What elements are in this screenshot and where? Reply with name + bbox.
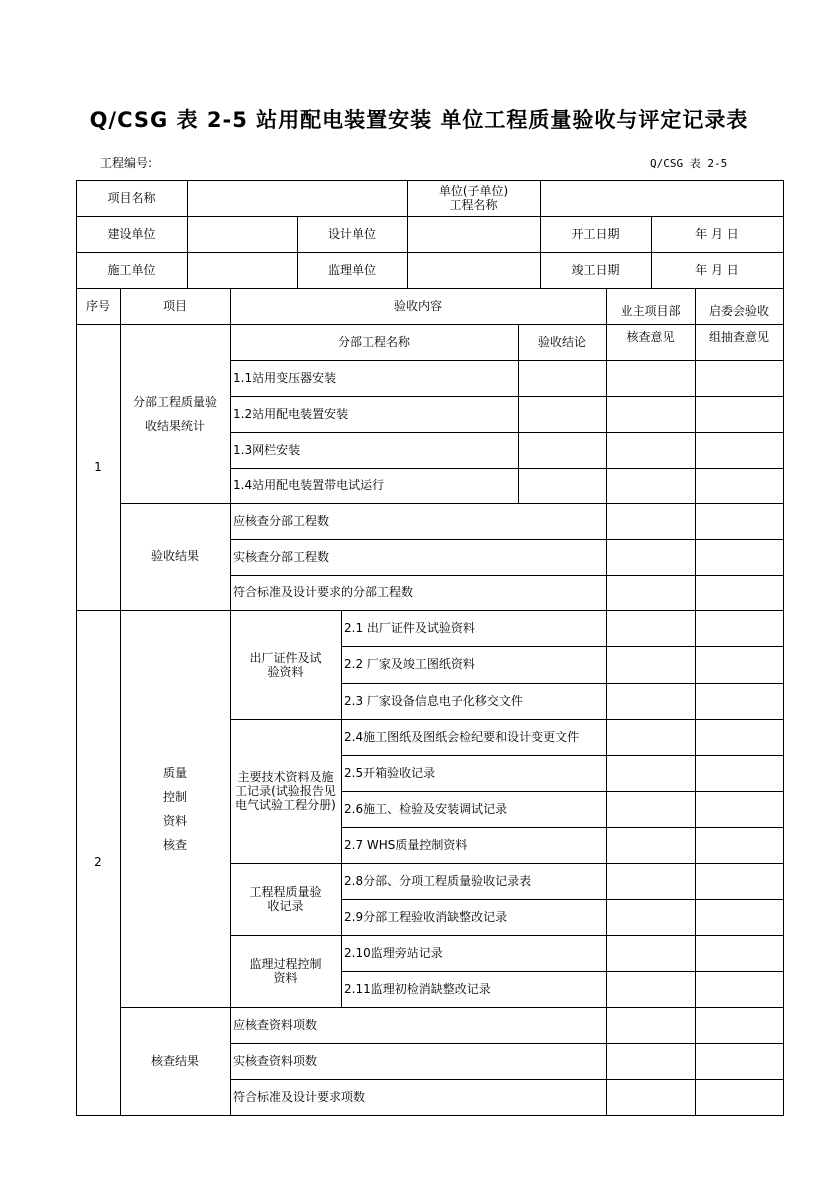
section1-item-row: 1.3网栏安装 [233,442,301,457]
section2-item-row: 2.1 出厂证件及试验资料 [344,620,475,635]
table-border [783,180,784,1116]
project-no-label: 工程编号: [100,156,153,170]
col-header-owner-line2: 核查意见 [626,330,675,344]
section2-item-row: 2.5开箱验收记录 [344,765,436,780]
section2-category-2: 主要技术资料及施工记录(试验报告见电气试验工程分册) [235,770,336,812]
section1-item-row: 1.1站用变压器安装 [233,370,337,385]
section2-committee-opinion[interactable] [695,971,783,1007]
section2-result-row: 符合标准及设计要求项数 [233,1089,366,1104]
section1-item-row: 1.2站用配电装置安装 [233,406,349,421]
section1-owner-opinion[interactable] [606,432,695,468]
section1-item-result[interactable] [518,468,606,503]
section1-group-label: 分部工程质量验收结果统计 [132,394,217,433]
section2-category-4: 监理过程控制资料 [249,957,322,985]
section2-item-row: 2.4施工图纸及图纸会检纪要和设计变更文件 [344,729,580,744]
section2-owner-opinion[interactable] [606,971,695,1007]
table-border [230,1115,784,1116]
field-unit-name[interactable] [540,180,783,216]
section2-owner-opinion[interactable] [606,791,695,827]
section2-group-label: 质量控制资料核查 [162,765,187,852]
section2-result-owner[interactable] [606,1043,695,1079]
section1-sub-header-result: 验收结论 [537,334,586,349]
section2-item-row: 2.11监理初检消缺整改记录 [344,981,491,996]
section2-category-3: 工程程质量验收记录 [249,885,322,913]
section2-result-label: 核查结果 [150,1053,199,1068]
section2-owner-opinion[interactable] [606,755,695,791]
section2-owner-opinion[interactable] [606,863,695,899]
field-construction-unit[interactable] [187,216,297,252]
form-code: Q/CSG 表 2-5 [650,157,728,170]
section1-result-row: 实核查分部工程数 [233,549,330,564]
section1-result-owner[interactable] [606,503,695,539]
section2-owner-opinion[interactable] [606,899,695,935]
section2-item-row: 2.7 WHS质量控制资料 [344,837,468,852]
section1-result-committee[interactable] [695,539,783,575]
section2-result-committee[interactable] [695,1007,783,1043]
section2-category-1: 出厂证件及试验资料 [249,650,322,679]
col-header-owner [606,288,695,360]
section1-result-owner[interactable] [606,575,695,610]
section1-item-result[interactable] [518,432,606,468]
col-header-content: 验收内容 [393,298,442,313]
field-project-name[interactable] [187,180,407,216]
col-header-owner-line1: 业主项目部 [620,304,681,318]
section1-owner-opinion[interactable] [606,360,695,396]
field-completion-date[interactable]: 年 月 日 [695,262,739,277]
section1-committee-opinion[interactable] [695,468,783,503]
section2-result-committee[interactable] [695,1043,783,1079]
page-title: Q/CSG 表 2-5 站用配电装置安装 单位工程质量验收与评定记录表 [89,108,749,132]
section1-item-row: 1.4站用配电装置带电试运行 [233,478,385,492]
section2-item-row: 2.6施工、检验及安装调试记录 [344,801,508,816]
section2-result-row: 应核查资料项数 [233,1017,318,1032]
section2-result-owner[interactable] [606,1079,695,1115]
section1-owner-opinion[interactable] [606,468,695,503]
label-design-unit: 设计单位 [327,226,376,241]
section2-committee-opinion[interactable] [695,719,783,755]
section2-item-row: 2.2 厂家及竣工图纸资料 [344,657,475,671]
section2-number: 2 [94,855,102,869]
label-start-date: 开工日期 [571,226,620,241]
section2-committee-opinion[interactable] [695,899,783,935]
section2-owner-opinion[interactable] [606,683,695,719]
section2-committee-opinion[interactable] [695,791,783,827]
section1-result-row: 符合标准及设计要求的分部工程数 [233,585,414,599]
label-builder-unit: 施工单位 [107,262,156,277]
section2-owner-opinion[interactable] [606,610,695,646]
col-header-committee-line1: 启委会验收 [708,304,769,318]
label-unit-name [407,180,540,216]
section1-result-owner[interactable] [606,539,695,575]
col-header-seq: 序号 [85,298,110,313]
field-builder-unit[interactable] [187,252,297,288]
section2-item-row: 2.3 厂家设备信息电子化移交文件 [344,693,523,708]
field-design-unit[interactable] [407,216,540,252]
section1-result-committee[interactable] [695,575,783,610]
section2-owner-opinion[interactable] [606,935,695,971]
section2-result-row: 实核查资料项数 [233,1053,318,1068]
section1-number: 1 [94,459,102,474]
section1-item-result[interactable] [518,396,606,432]
section2-owner-opinion[interactable] [606,827,695,863]
section2-committee-opinion[interactable] [695,755,783,791]
section2-result-committee[interactable] [695,1079,783,1115]
col-header-committee [695,288,783,360]
section2-owner-opinion[interactable] [606,719,695,755]
label-supervisor-unit: 监理单位 [327,262,376,277]
label-unit-name-line1: 单位(子单位) [438,184,509,198]
section2-committee-opinion[interactable] [695,683,783,719]
field-supervisor-unit[interactable] [407,252,540,288]
section2-committee-opinion[interactable] [695,827,783,863]
section2-item-row: 2.9分部工程验收消缺整改记录 [344,909,508,924]
section1-committee-opinion[interactable] [695,360,783,396]
col-header-committee-line2: 组抽查意见 [708,330,769,344]
section1-result-row: 应核查分部工程数 [233,513,330,528]
section1-sub-header-name: 分部工程名称 [337,334,410,349]
section1-result-label: 验收结果 [150,549,199,563]
label-unit-name-line2: 工程名称 [449,198,498,212]
section2-item-row: 2.8分部、分项工程质量验收记录表 [344,873,532,888]
section2-committee-opinion[interactable] [695,646,783,683]
label-construction-unit: 建设单位 [107,226,156,241]
section2-committee-opinion[interactable] [695,863,783,899]
section1-committee-opinion[interactable] [695,396,783,432]
label-project-name: 项目名称 [107,190,156,205]
section2-committee-opinion[interactable] [695,610,783,646]
field-start-date[interactable]: 年 月 日 [695,226,739,241]
section1-committee-opinion[interactable] [695,432,783,468]
section2-result-owner[interactable] [606,1007,695,1043]
col-header-item: 项目 [162,298,187,313]
section2-owner-opinion[interactable] [606,646,695,683]
section2-committee-opinion[interactable] [695,935,783,971]
section1-item-result[interactable] [518,360,606,396]
section1-owner-opinion[interactable] [606,396,695,432]
section2-item-row: 2.10监理旁站记录 [344,945,443,960]
section1-result-committee[interactable] [695,503,783,539]
label-completion-date: 竣工日期 [571,262,620,277]
